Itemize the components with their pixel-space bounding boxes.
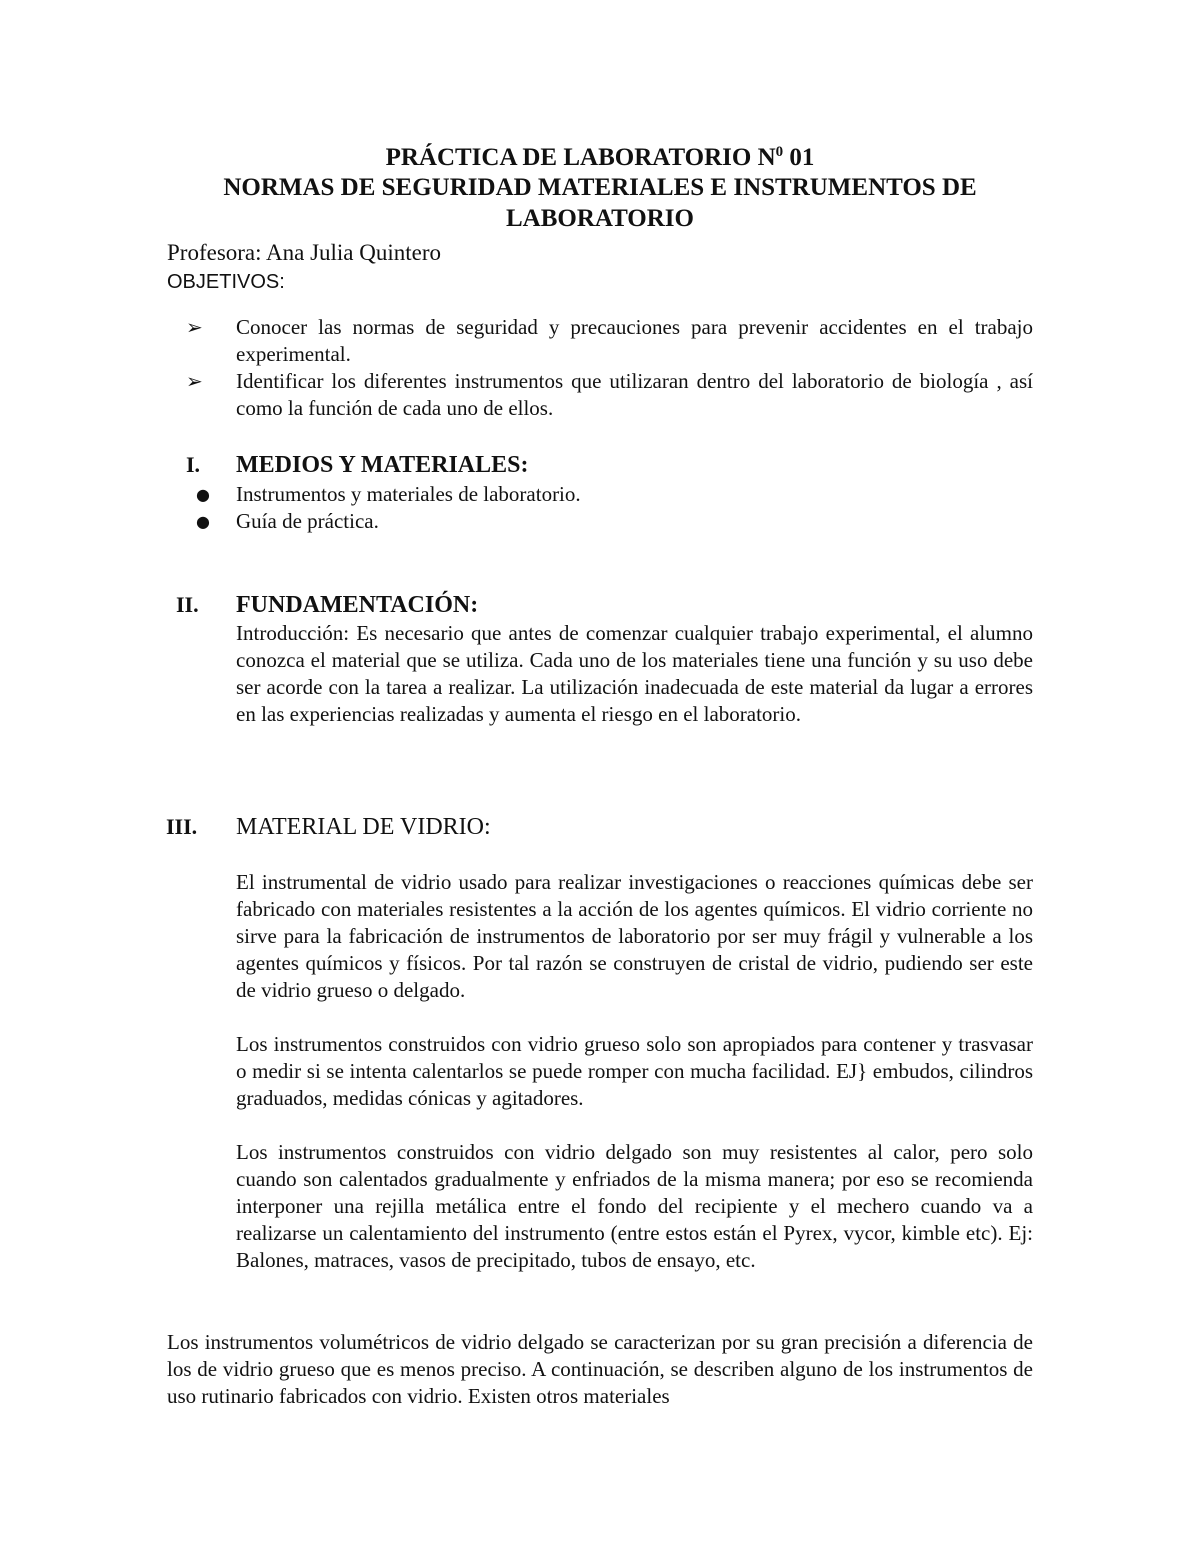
section-3-number: III. xyxy=(166,814,198,839)
section-2-number: II. xyxy=(176,592,199,617)
section-1-heading: MEDIOS Y MATERIALES: xyxy=(236,452,529,478)
section-1-item-1: Instrumentos y materiales de laboratorio. xyxy=(236,482,581,506)
section-3-paragraph-3: Los instrumentos construidos con vidrio delgado son muy resistentes al calor, pero solo cuando son calentados gradualmente y enfriados de la misma manera; por eso se recomienda interponer una rejilla metálica entre el fondo del recipiente y el mechero cuando va a realizarse un calentamiento del instrumento (entre estos están el Pyrex, vycor, kimble etc). Ej: Balones, matraces, vasos de precipitado, tubos de ensayo, etc. xyxy=(236,1140,1033,1272)
bullet-icon: ● xyxy=(196,485,210,504)
section-2-text: Introducción: Es necesario que antes de comenzar cualquier trabajo experimental, el alumno conozca el material que se utiliza. Cada uno de los materiales tiene una función y su uso debe ser acorde con la tarea a realizar. La utilización inadecuada de este material da lugar a errores en las experiencias realizadas y aumenta el riesgo en el laboratorio. xyxy=(236,621,1033,726)
section-2-heading: FUNDAMENTACIÓN: xyxy=(236,592,479,618)
section-1-number: I. xyxy=(186,452,201,477)
section-3-heading: MATERIAL DE VIDRIO: xyxy=(236,814,491,840)
section-3-paragraph-1: El instrumental de vidrio usado para realizar investigaciones o reacciones químicas debe ser fabricado con materiales resistentes a la acción de los agentes químicos. El vidrio corriente no sirve para la fabricación de instrumentos de laboratorio por ser muy frágil y vulnerable a los agentes químicos y físicos. Por tal razón se construyen de cristal de vidrio, pudiendo ser este de vidrio grueso o delgado. xyxy=(236,870,1033,1002)
objective-item-2: Identificar los diferentes instrumentos que utilizaran dentro del laboratorio de biología , así como la función de cada uno de ellos. xyxy=(236,369,1033,420)
title-line-2: NORMAS DE SEGURIDAD MATERIALES E INSTRUMENTOS DE xyxy=(223,174,977,201)
closing-paragraph: Los instrumentos volumétricos de vidrio delgado se caracterizan por su gran precisión a diferencia de los de vidrio grueso que es menos preciso. A continuación, se describen alguno de los instrumentos de uso rutinario fabricados con vidrio. Existen otros materiales xyxy=(167,1330,1033,1408)
professor-name: Profesora: Ana Julia Quintero xyxy=(167,240,442,265)
title-line-1 xyxy=(167,142,1033,174)
section-3-paragraph-2: Los instrumentos construidos con vidrio grueso solo son apropiados para contener y trasvasar o medir si se intenta calentarlos se puede romper con mucha facilidad. EJ} embudos, cilindros graduados, medidas cónicas y agitadores. xyxy=(236,1032,1033,1110)
arrow-bullet-icon: ➢ xyxy=(186,369,203,393)
arrow-bullet-icon: ➢ xyxy=(186,315,203,339)
objectives-label: OBJETIVOS: xyxy=(167,271,285,293)
bullet-icon: ● xyxy=(196,512,210,531)
title-line-1-text: PRÁCTICA DE LABORATORIO N xyxy=(385,144,776,171)
title-superscript: 0 xyxy=(775,144,784,160)
title-number: 01 xyxy=(783,144,815,171)
objective-item-1: Conocer las normas de seguridad y precauciones para prevenir accidentes en el trabajo experimental. xyxy=(236,315,1033,366)
section-1-item-2: Guía de práctica. xyxy=(236,509,379,533)
title-line-3: LABORATORIO xyxy=(505,205,694,232)
